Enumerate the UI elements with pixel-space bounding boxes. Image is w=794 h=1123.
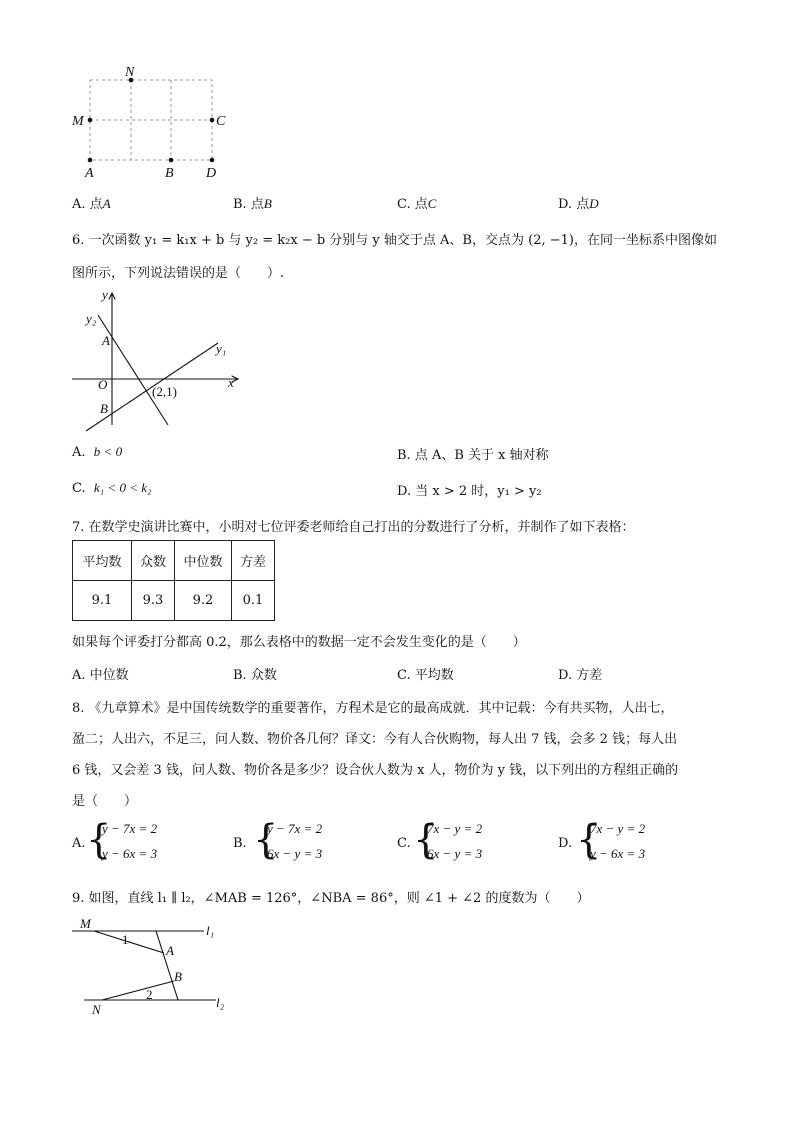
table-value-row	[73, 581, 275, 621]
header-median: 中位数	[175, 541, 232, 581]
q7-stats-table	[72, 540, 275, 621]
q5-grid-figure	[66, 62, 246, 182]
q6-option-b[interactable]: B. 点 A、B 关于 x 轴对称	[397, 448, 549, 463]
q6-stem-line2: 图所示，下列说法错误的是（ ）.	[72, 266, 285, 281]
q8-stem-line3: 6 钱，又会差 3 钱，问人数、物价各是多少？设合伙人数为 x 人，物价为 y 钱，以下列出的方程组正确的	[72, 763, 679, 778]
label-n: N	[92, 1002, 101, 1017]
left-brace-icon: {	[413, 817, 439, 863]
q6-option-c[interactable]: C. k₁ < 0 < k₂	[72, 480, 152, 496]
label-y2: y₂	[86, 311, 97, 326]
q6-option-a[interactable]: A. b < 0	[72, 444, 123, 460]
q6-graph-figure	[68, 285, 248, 435]
label-l2: l₂	[216, 995, 225, 1010]
label-intersection: (2,1)	[152, 384, 177, 399]
left-brace-icon: {	[86, 817, 112, 863]
segment-nb	[102, 981, 174, 1000]
point-d	[210, 158, 215, 163]
q9-parallel-lines-figure	[68, 913, 238, 1023]
q8-option-c[interactable]: C. { 7x − y = 2 6x − y = 3	[397, 817, 483, 863]
label-y-axis: y	[102, 287, 108, 302]
label-b: B	[174, 969, 182, 984]
q7-option-d[interactable]: D. 方差	[558, 668, 603, 683]
q8-option-b[interactable]: B. { y − 7x = 2 6x − y = 3	[233, 817, 323, 863]
q7-stem-line1: 7. 在数学史演讲比赛中，小明对七位评委老师给自己打出的分数进行了分析，并制作了如下表格：	[72, 520, 635, 535]
table-header-row	[73, 541, 275, 581]
q7-stem-line2: 如果每个评委打分都高 0.2，那么表格中的数据一定不会发生变化的是（ ）	[72, 635, 526, 650]
value-variance: 0.1	[232, 581, 275, 621]
label-n: N	[125, 65, 135, 80]
header-variance: 方差	[232, 541, 275, 581]
label-b: B	[100, 401, 108, 416]
q8-stem-line2: 盈二；人出六，不足三，问人数、物价各几何？译文：今有人合伙购物，每人出 7 钱，会多 2 钱；每人出	[72, 732, 678, 747]
q8-option-a[interactable]: A. { y − 7x = 2 y − 6x = 3	[72, 817, 158, 863]
q8-stem-line4: 是（ ）	[72, 794, 138, 809]
value-mean: 9.1	[73, 581, 132, 621]
label-m: M	[80, 916, 91, 931]
q9-stem-line1: 9. 如图，直线 l₁ ∥ l₂，∠MAB = 126°，∠NBA = 86°，则 ∠1 + ∠2 的度数为（ ）	[72, 891, 590, 906]
label-d: D	[206, 166, 217, 181]
label-a: A	[85, 166, 94, 181]
label-a: A	[166, 943, 174, 958]
label-m: M	[72, 114, 84, 129]
left-brace-icon: {	[253, 817, 279, 863]
q7-option-a[interactable]: A. 中位数	[72, 668, 129, 683]
line-y2	[98, 315, 168, 425]
q7-option-c[interactable]: C. 平均数	[397, 668, 454, 683]
label-c: C	[216, 114, 226, 129]
q5-option-b[interactable]: B. 点B	[233, 196, 272, 212]
q5-option-c[interactable]: C. 点C	[397, 196, 437, 212]
q7-option-b[interactable]: B. 众数	[233, 668, 277, 683]
q8-stem-line1: 8. 《九章算术》是中国传统数学的重要著作，方程术是它的最高成就．其中记载：今有共买物，人出七，	[72, 701, 674, 716]
q6-option-d[interactable]: D. 当 x > 2 时，y₁ > y₂	[397, 484, 542, 499]
label-b: B	[165, 166, 174, 181]
segment-ab	[156, 931, 178, 1000]
label-x-axis: x	[228, 375, 234, 390]
point-b	[169, 158, 174, 163]
point-c	[210, 118, 215, 123]
value-median: 9.2	[175, 581, 232, 621]
q8-option-d[interactable]: D. { 7x − y = 2 y − 6x = 3	[558, 817, 646, 863]
header-mode: 众数	[132, 541, 175, 581]
label-l1: l₁	[206, 923, 215, 938]
label-angle1: 1	[122, 932, 129, 947]
label-origin: O	[98, 377, 108, 392]
q5-option-d[interactable]: D. 点D	[558, 196, 599, 212]
left-brace-icon: {	[576, 817, 602, 863]
label-angle2: 2	[146, 987, 153, 1002]
point-m	[88, 118, 93, 123]
value-mode: 9.3	[132, 581, 175, 621]
point-a	[88, 158, 93, 163]
segment-ma	[94, 931, 164, 953]
q6-stem-line1: 6. 一次函数 y₁ = k₁x + b 与 y₂ = k₂x − b 分别与 y 轴交于点 A、B，交点为 (2, −1)，在同一坐标系中图像如	[72, 233, 717, 248]
label-y1: y₁	[216, 341, 227, 356]
label-a: A	[102, 333, 110, 348]
q5-option-a[interactable]: A. 点A	[72, 196, 111, 212]
header-mean: 平均数	[73, 541, 132, 581]
